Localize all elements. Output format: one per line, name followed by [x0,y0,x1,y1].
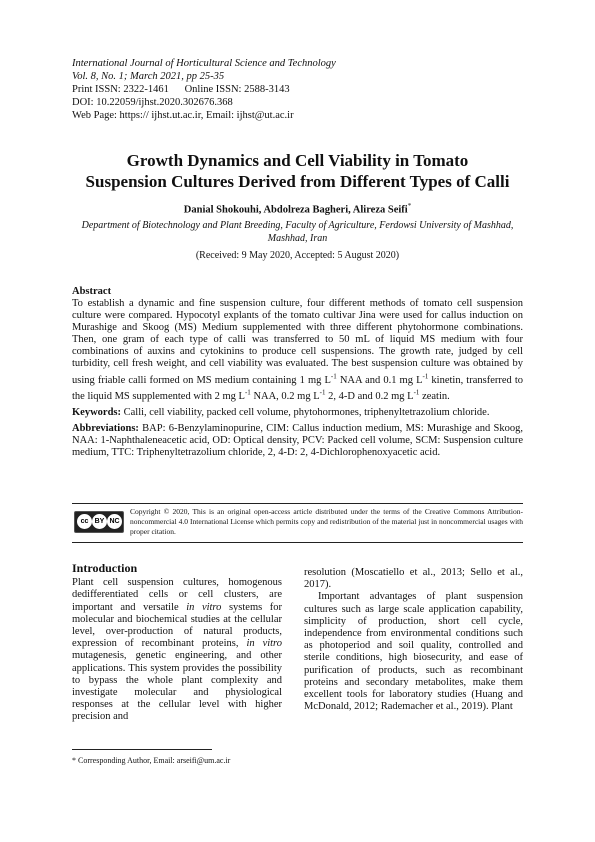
authors-text: Danial Shokouhi, Abdolreza Bagheri, Alireza Seifi [183,204,408,216]
journal-doi: DOI: 10.22059/ijhst.2020.302676.368 [72,97,233,108]
journal-issn: Print ISSN: 2322-1461 Online ISSN: 2588-3143 [72,84,290,95]
intro-column-right [304,567,523,713]
nc-icon: NC [107,514,122,529]
journal-volume: Vol. 8, No. 1; March 2021, pp 25-35 [72,71,225,82]
received-accepted-dates: (Received: 9 May 2020, Accepted: 5 August 2020) [195,250,400,261]
journal-name: International Journal of Horticultural Science and Technology [72,58,336,69]
license-box [72,503,523,543]
paper-title-line1: Growth Dynamics and Cell Viability in Tomato [126,151,469,170]
unit-superscript: -1 [319,388,326,397]
italic-term: in vitro [186,601,222,613]
cc-by-nc-badge-icon[interactable] [74,511,124,533]
abstract-heading: Abstract [72,286,112,297]
keywords-text: Calli, cell viability, packed cell volume, phytohormones, triphenyltetrazolium chloride. [121,407,490,418]
italic-term: in vitro [246,638,283,650]
introduction-heading: Introduction [72,561,138,575]
intro-paragraph-2: Important advantages of plant suspension cultures such as large scale application capability, simplicity of production, short cell cycle, independence from environmental conditions such as photoperiod and soil quality, controlled and sterile conditions, high biosecurity, and ease of purification of products, such as recombinant proteins and secondary metabolites, make them excellent tools for laboratory studies (Huang and McDonald, 2012; Rademacher et al., 2019). Plant [304,591,523,713]
cc-icon: cc [77,514,92,529]
corresponding-author-footnote: * Corresponding Author, Email: arseifi@um.ac.ir [72,756,231,765]
abstract-text [72,298,523,403]
keywords-label: Keywords: [72,407,121,418]
intro-paragraph-1: Plant cell suspension cultures, homogenous dedifferentiated cells or cell clusters, are important and versatile in vitro systems for molecular and biochemical studies at the cellular level, over-production of natural products, expression of recombinant proteins, in vitro mutagenesis, genetic engineering, and other applications. This system provides the possibility to bypass the whole plant complexity and investigate molecular and physiological responses at the cellular level with higher precision and [72,577,283,723]
footnote-divider [72,749,212,750]
abstract-section [72,286,523,459]
author-list [60,202,535,216]
abstract-body: To establish a dynamic and fine suspension culture, four different methods of tomato cell suspension culture were compared. Hypocotyl explants of the tomato cultivar Jina were used for callus induction on Murashige and Skoog (MS) Medium supplemented with three different phytohormone combinations. Then, one gram of each type of calli was transferred to 50 mL of liquid MS medium with four combinations of auxins and cytokinins to produce cell suspensions. The growth rate, judged by cell turbidity, cell fresh weight, and cell viability was evaluated. The best suspension culture was obtained by using friable calli formed on MS medium containing 1 mg $L^{-1}$ NAA and 0.1 mg $L^{-1}$ kinetin, transferred to the liquid MS supplemented with 2 mg $L^{-1}$ NAA, 0.2 mg $L^{-1}$ 2, 4-D and 0.2 mg $L^{-1}$ zeatin. [72,298,524,402]
abbreviations [72,423,523,459]
unit-superscript: -1 [422,372,429,380]
affiliation: Department of Biotechnology and Plant Breeding, Faculty of Agriculture, Ferdowsi University of Mashhad, Mashhad, Iran [81,220,514,244]
abbreviations-text: BAP: 6-Benzylaminopurine, CIM: Callus induction medium, MS: Murashige and Skoog, NAA: 1-Naphthaleneacetic acid, OD: Optical density, PCV: Packed cell volume, SCM: Suspension culture medium, TTC: Triphenyltetrazolium chloride, 2, 4-D: 2, 4-Dichlorophenoxyacetic acid. [72,423,523,458]
by-icon: BY [92,514,107,529]
intro-paragraph-1-cont: resolution (Moscatiello et al., 2013; Sello et al., 2017). [304,567,523,591]
license-text: Copyright © 2020, This is an original open-access article distributed under the terms of the Creative Commons Attribution-noncommercial 4.0 International License which permits copy and redistribution of the material just in noncommercial usages with proper citation. [130,507,523,536]
abbreviations-label: Abbreviations: [72,423,139,434]
paper-title-line2: Suspension Cultures Derived from Different Types of Calli [85,172,510,191]
unit-superscript: -1 [244,388,251,397]
corresponding-mark: * [407,202,412,210]
unit-superscript: -1 [330,372,337,380]
paper-title [50,150,545,192]
journal-web: Web Page: https:// ijhst.ut.ac.ir, Email: ijhst@ut.ac.ir [72,110,294,121]
journal-header [72,57,336,122]
unit-superscript: -1 [413,388,420,397]
intro-column-left [72,562,282,724]
keywords [72,407,523,419]
